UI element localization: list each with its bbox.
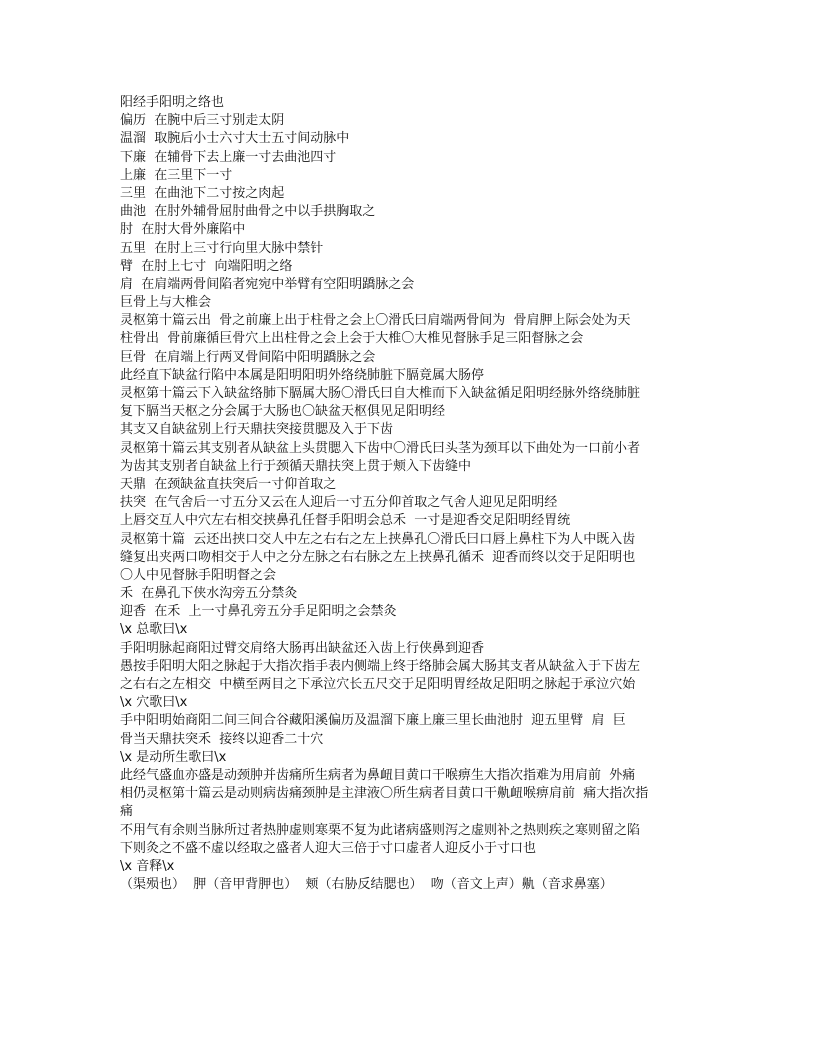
text-line: 巨骨 在肩端上行两叉骨间陷中阳明蹻脉之会 bbox=[120, 349, 376, 365]
text-line: 此经气盛血亦盛是动颈肿并齿痛所生病者为鼻衄目黄口干喉痹生大指次指难为用肩前 外痛 bbox=[120, 767, 636, 783]
text-line: 阳经手阳明之络也 bbox=[120, 95, 225, 110]
text-line: 天鼎 在颈缺盆直扶突后一寸仰首取之 bbox=[120, 476, 337, 492]
text-line: 灵枢第十篇 云还出挟口交人中左之右右之左上挟鼻孔〇滑氏曰口唇上鼻柱下为人中既入齿 bbox=[120, 531, 636, 547]
text-line: 臂 在肘上七寸 向端阳明之络 bbox=[120, 258, 293, 274]
text-line: 禾 在鼻孔下侠水沟旁五分禁灸 bbox=[120, 586, 298, 602]
text-line: \x 穴歌曰\x bbox=[120, 695, 188, 711]
text-line: 缝复出夹两口吻相交于人中之分左脉之右右脉之左上挟鼻孔循禾 迎香而终以交于足阳明也 bbox=[120, 549, 636, 565]
text-line: 骨当天鼎扶突禾 接终以迎香二十穴 bbox=[120, 731, 324, 747]
text-line: \x 音释\x bbox=[120, 858, 175, 874]
document-body bbox=[120, 94, 720, 894]
text-line: 灵枢第十篇云其支别者从缺盆上头贯腮入下齿中〇滑氏曰头茎为颈耳以下曲处为一口前小者 bbox=[120, 440, 641, 456]
text-line: 不用气有余则当脉所过者热肿虚则寒栗不复为此诸病盛则泻之虚则补之热则疾之寒则留之陷 bbox=[120, 822, 641, 838]
text-line: \x 是动所生歌曰\x bbox=[120, 749, 227, 765]
text-line: \x 总歌曰\x bbox=[120, 622, 188, 638]
text-line: 愚按手阳明大阳之脉起于大指次指手表内侧端上终于络肺会属大肠其支者从缺盆入于下齿左 bbox=[120, 658, 641, 674]
text-line: 痛 bbox=[120, 804, 134, 820]
text-line: 柱骨出 骨前廉循巨骨穴上出柱骨之会上会于大椎〇大椎见督脉手足三阳督脉之会 bbox=[120, 331, 584, 347]
text-line: 肩 在肩端两骨间陷者宛宛中举臂有空阳明蹻脉之会 bbox=[120, 276, 415, 292]
text-line: 巨骨上与大椎会 bbox=[120, 295, 212, 311]
text-line: 扶突 在气舍后一寸五分又云在人迎后一寸五分仰首取之气舍人迎见足阳明经 bbox=[120, 495, 558, 511]
text-line: 肘 在肘大骨外廉陷中 bbox=[120, 222, 246, 238]
text-line: 相仍灵枢第十篇云是动则病齿痛颈肿是主津液〇所生病者目黄口干鼽衄喉痹肩前 痛大指次指 bbox=[120, 786, 649, 802]
text-line: 手中阳明始商阳二间三间合谷藏阳溪偏历及温溜下廉上廉三里长曲池肘 迎五里臂 肩 巨 bbox=[120, 713, 626, 729]
text-line: 偏历 在腕中后三寸别走太阴 bbox=[120, 113, 285, 129]
text-line: 手阳明脉起商阳过臂交肩络大肠再出缺盆还入齿上行侠鼻到迎香 bbox=[120, 640, 485, 656]
text-line: 上唇交互人中穴左右相交挟鼻孔任督手阳明会总禾 一寸是迎香交足阳明经胃统 bbox=[120, 513, 571, 529]
text-line: 上廉 在三里下一寸 bbox=[120, 167, 233, 183]
text-line: 复下膈当天枢之分会属于大肠也〇缺盆天枢俱见足阳明经 bbox=[120, 404, 446, 420]
text-line: 下则灸之不盛不虚以经取之盛者人迎大三倍于寸口虚者人迎反小于寸口也 bbox=[120, 840, 537, 856]
text-line: 曲池 在肘外辅骨屈肘曲骨之中以手拱胸取之 bbox=[120, 204, 376, 220]
text-line: 五里 在肘上三寸行向里大脉中禁针 bbox=[120, 240, 324, 256]
text-line: 灵枢第十篇云出 骨之前廉上出于柱骨之会上〇滑氏曰肩端两骨间为 骨肩胛上际会处为天 bbox=[120, 313, 631, 329]
text-line: 〇人中见督脉手阳明督之会 bbox=[120, 567, 277, 583]
text-line: 灵枢第十篇云下入缺盆络肺下膈属大肠〇滑氏曰自大椎而下入缺盆循足阳明经脉外络绕肺脏 bbox=[120, 386, 641, 401]
text-line: 迎香 在禾 上一寸鼻孔旁五分手足阳明之会禁灸 bbox=[120, 604, 397, 620]
text-line: 下廉 在辅骨下去上廉一寸去曲池四寸 bbox=[120, 149, 337, 165]
text-line: （渠殒也） 胛（音甲背胛也） 颊（右胁反结腮也） 吻（音文上声）鼽（音求鼻塞） bbox=[120, 877, 613, 893]
text-line: 为齿其支别者自缺盆上行于颈循天鼎扶突上贯于颊入下齿缝中 bbox=[120, 458, 472, 474]
text-line: 其支又自缺盆别上行天鼎扶突接贯腮及入于下齿 bbox=[120, 422, 394, 438]
text-line: 之右右之左相交 中横至两目之下承泣穴长五尺交于足阳明胃经故足阳明之脉起于承泣穴始 bbox=[120, 677, 636, 692]
text-line: 三里 在曲池下二寸按之肉起 bbox=[120, 185, 285, 201]
text-line: 温溜 取腕后小士六寸大士五寸间动脉中 bbox=[120, 131, 350, 147]
text-line: 此经直下缺盆行陷中本属是阳明阳明外络绕肺脏下膈竟属大肠停 bbox=[120, 367, 485, 383]
